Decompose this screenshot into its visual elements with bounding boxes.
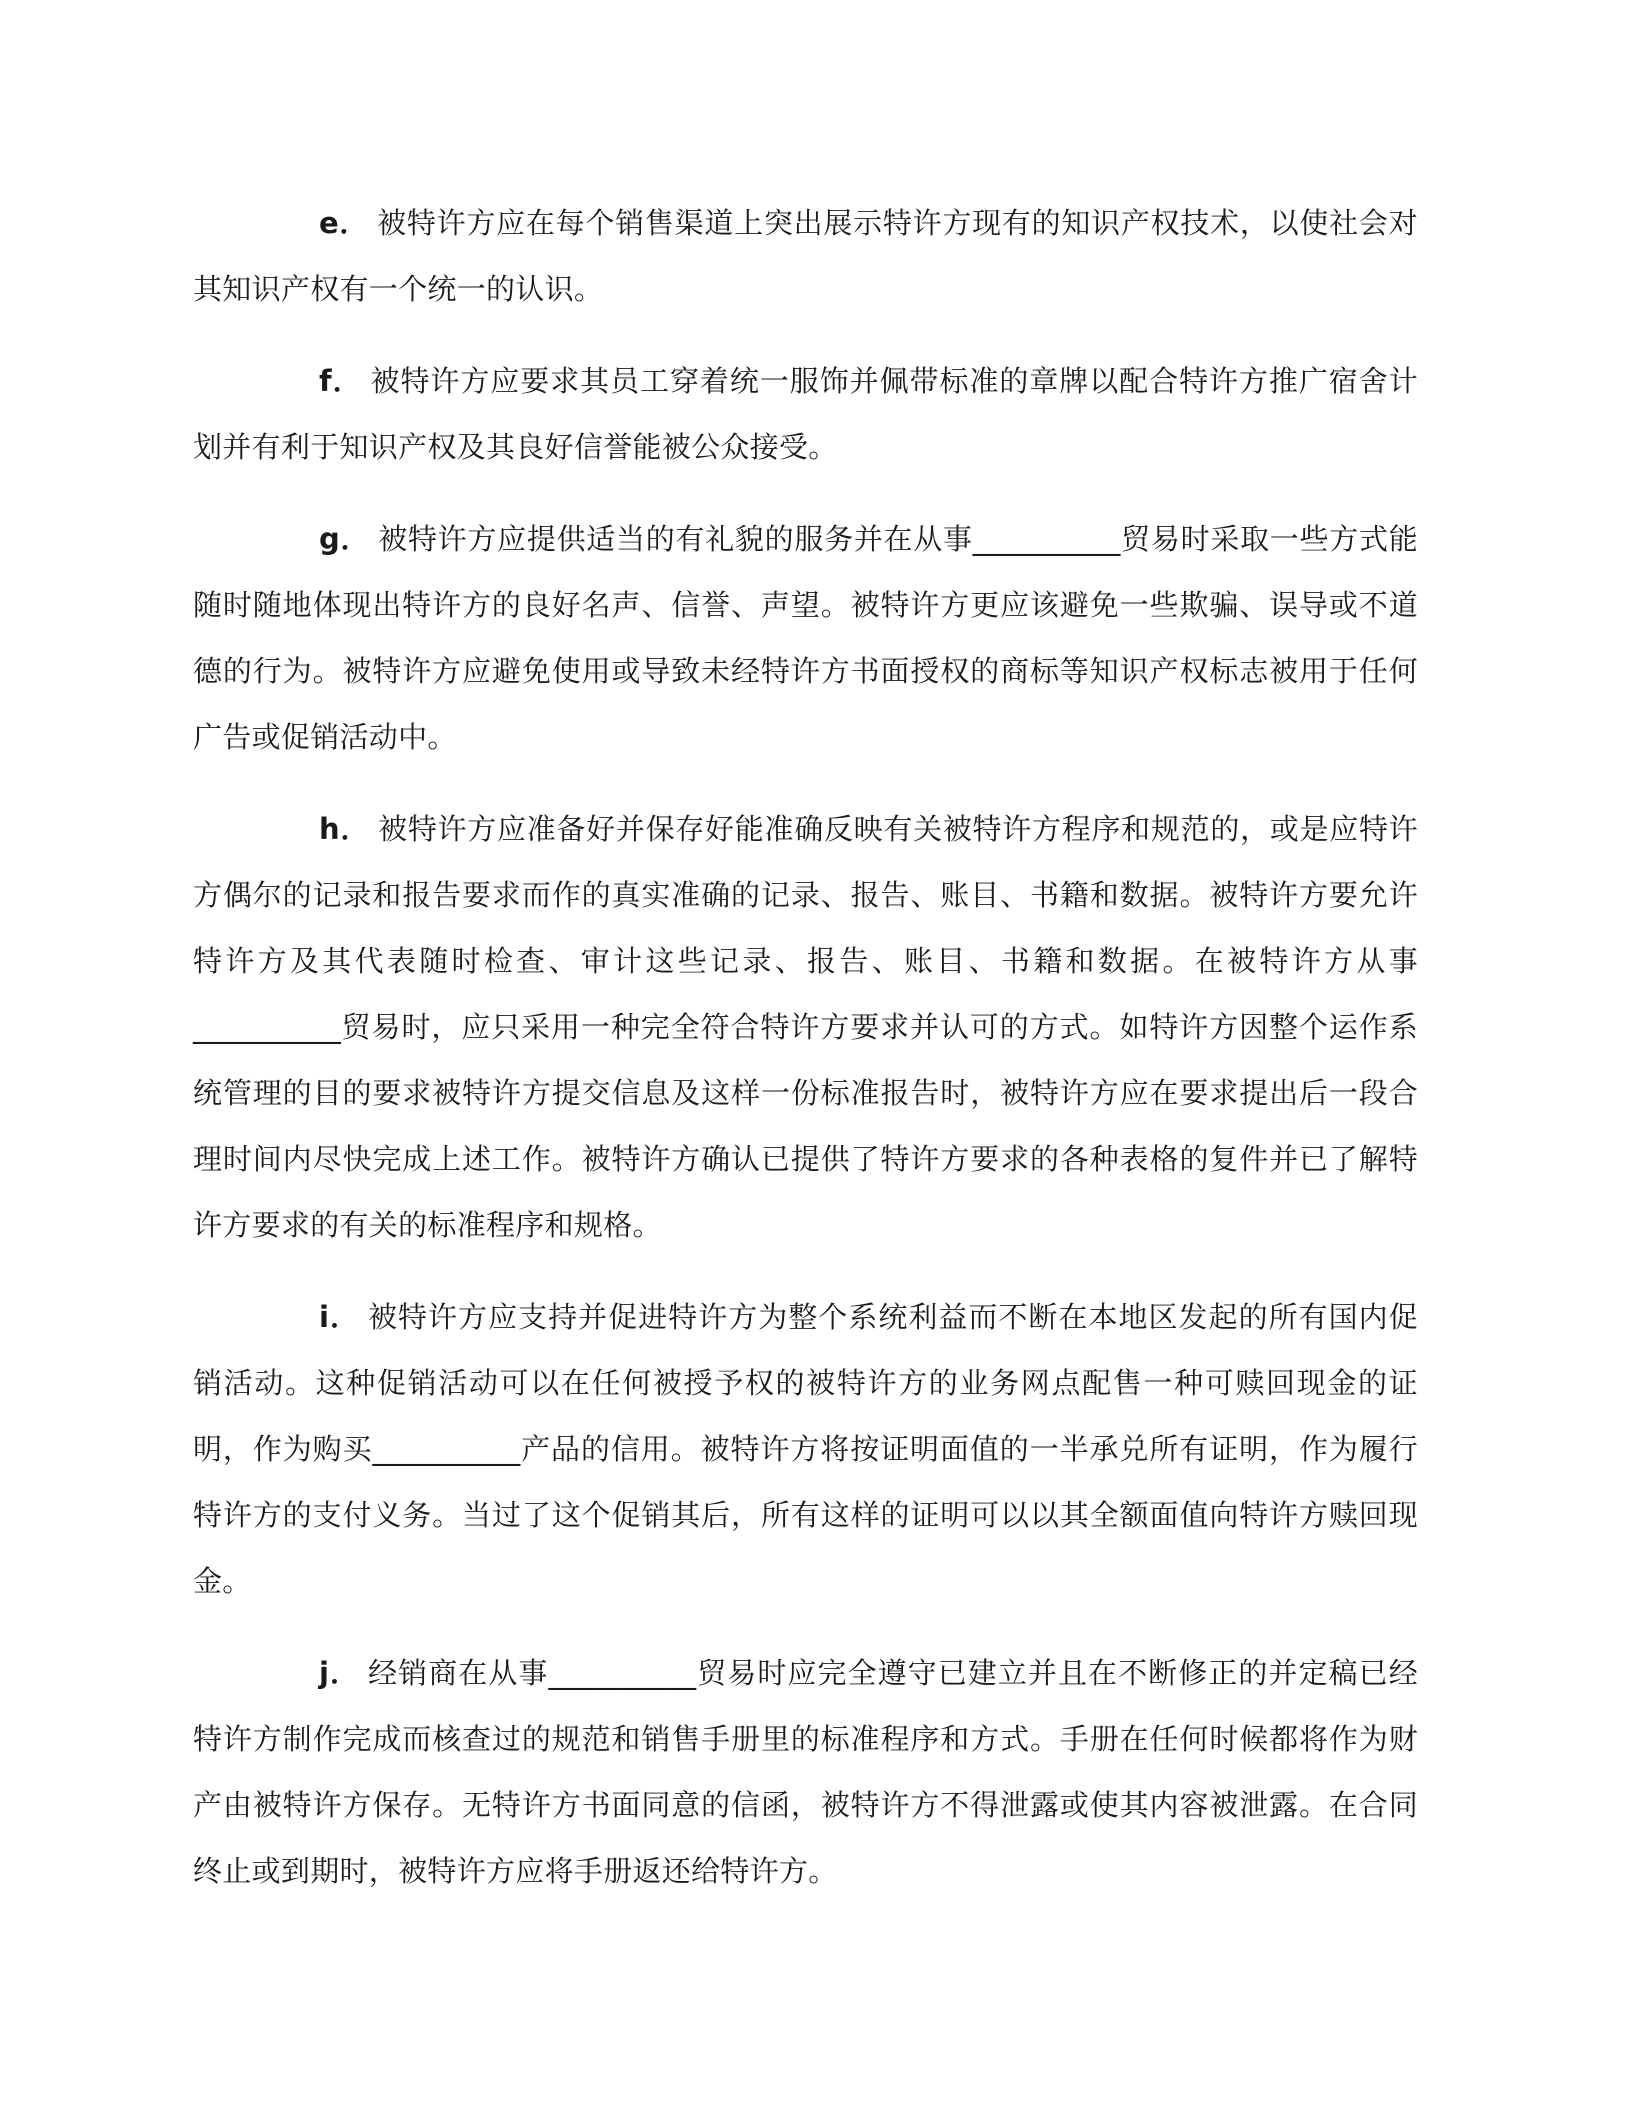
clause-label: i． xyxy=(319,1300,360,1334)
clause-label: g． xyxy=(319,522,371,556)
clause-g xyxy=(193,506,1418,770)
clause-text: 被特许方应准备好并保存好能准确反映有关被特许方程序和规范的，或是应特许方偶尔的记录和报告要求而作的真实准确的记录、报告、账目、书籍和数据。被特许方要允许特许方及其代表随时检查、审计这些记录、报告、账目、书籍和数据。在被特许方从事__________贸易时，应只采用一种完全符合特许方要求并认可的方式。如特许方因整个运作系统管理的目的要求被特许方提交信息及这样一份标准报告时，被特许方应在要求提出后一段合理时间内尽快完成上述工作。被特许方确认已提供了特许方要求的各种表格的复件并已了解特许方要求的有关的标准程序和规格。 xyxy=(193,812,1418,1242)
clause-h xyxy=(193,796,1418,1258)
clause-text: 被特许方应提供适当的有礼貌的服务并在从事__________贸易时采取一些方式能随时随地体现出特许方的良好名声、信誉、声望。被特许方更应该避免一些欺骗、误导或不道德的行为。被特许方应避免使用或导致未经特许方书面授权的商标等知识产权标志被用于任何广告或促销活动中。 xyxy=(193,522,1418,754)
clause-label: j． xyxy=(319,1656,361,1690)
clause-label: f． xyxy=(319,364,363,398)
clause-label: h． xyxy=(319,812,371,846)
clause-i xyxy=(193,1284,1418,1614)
clause-label: e． xyxy=(319,206,370,240)
clause-text: 被特许方应要求其员工穿着统一服饰并佩带标准的章牌以配合特许方推广宿舍计划并有利于知识产权及其良好信誉能被公众接受。 xyxy=(193,364,1418,464)
clause-text: 经销商在从事__________贸易时应完全遵守已建立并且在不断修正的并定稿已经特许方制作完成而核查过的规范和销售手册里的标准程序和方式。手册在任何时候都将作为财产由被特许方保存。无特许方书面同意的信函，被特许方不得泄露或使其内容被泄露。在合同终止或到期时，被特许方应将手册返还给特许方。 xyxy=(193,1656,1418,1888)
clause-j xyxy=(193,1640,1418,1904)
document-body xyxy=(193,190,1418,1930)
clause-f xyxy=(193,348,1418,480)
clause-e xyxy=(193,190,1418,322)
clause-text: 被特许方应支持并促进特许方为整个系统利益而不断在本地区发起的所有国内促销活动。这种促销活动可以在任何被授予权的被特许方的业务网点配售一种可赎回现金的证明，作为购买__________产品的信用。被特许方将按证明面值的一半承兑所有证明，作为履行特许方的支付义务。当过了这个促销其后，所有这样的证明可以以其全额面值向特许方赎回现金。 xyxy=(193,1300,1418,1598)
clause-text: 被特许方应在每个销售渠道上突出展示特许方现有的知识产权技术，以使社会对其知识产权有一个统一的认识。 xyxy=(193,206,1418,306)
